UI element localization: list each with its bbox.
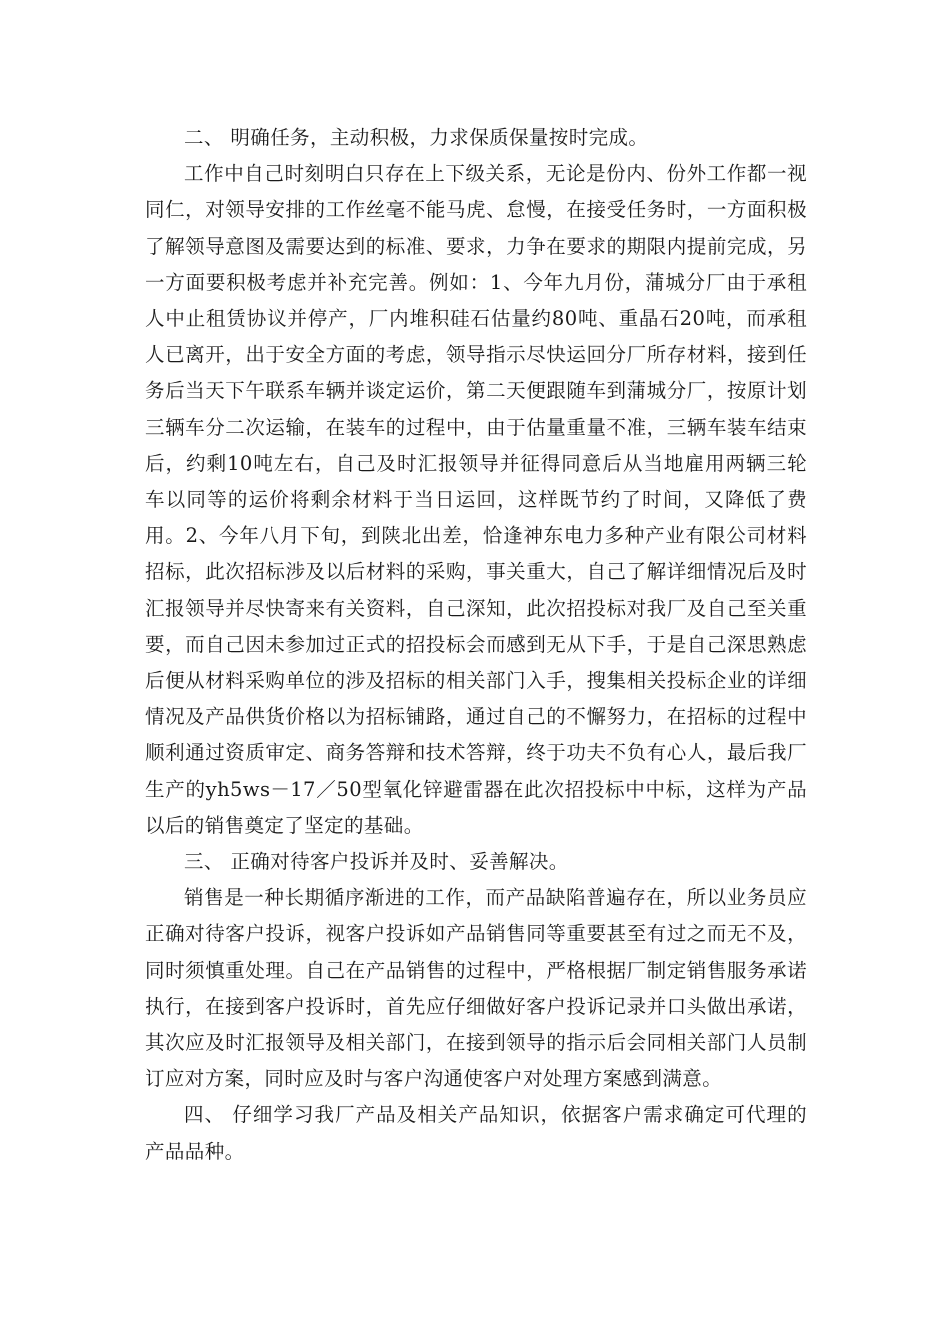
- section-heading-4: 四、 仔细学习我厂产品及相关产品知识，依据客户需求确定可代理的产品品种。: [145, 1103, 807, 1163]
- section-heading-2: 二、 明确任务，主动积极，力求保质保量按时完成。: [184, 126, 649, 149]
- body-paragraph: 工作中自己时刻明白只存在上下级关系，无论是份内、份外工作都一视同仁，对领导安排的工作丝毫不能马虎、怠慢，在接受任务时，一方面积极了解领导意图及需要达到的标准、要求，力争在要求的期限内提前完成，另一方面要积极考虑并补充完善。例如：1、今年九月份，蒲城分厂由于承租人中止租赁协议并停产，厂内堆积硅石估量约80吨、重晶石20吨，而承租人已离开，出于安全方面的考虑，领导指示尽快运回分厂所存材料，接到任务后当天下午联系车辆并谈定运价，第二天便跟随车到蒲城分厂，按原计划三辆车分二次运输，在装车的过程中，由于估量重量不准，三辆车装车结束后，约剩10吨左右，自己及时汇报领导并征得同意后从当地雇用两辆三轮车以同等的运价将剩余材料于当日运回，这样既节约了时间，又降低了费用。2、今年八月下旬，到陕北出差，恰逢神东电力多种产业有限公司材料招标，此次招标涉及以后材料的采购，事关重大，自己了解详细情况后及时汇报领导并尽快寄来有关资料，自己深知，此次招投标对我厂及自己至关重要，而自己因未参加过正式的招投标会而感到无从下手，于是自己深思熟虑后便从材料采购单位的涉及招标的相关部门入手，搜集相关投标企业的详细情况及产品供货价格以为招标铺路，通过自己的不懈努力，在招标的过程中顺利通过资质审定、商务答辩和技术答辩，终于功夫不负有心人，最后我厂生产的yh5ws－17／50型氧化锌避雷器在此次招投标中中标，这样为产品以后的销售奠定了坚定的基础。: [145, 162, 807, 837]
- document-body: [145, 120, 807, 1170]
- section-heading-3: 三、 正确对待客户投诉并及时、妥善解决。: [184, 850, 569, 874]
- body-paragraph: 销售是一种长期循序渐进的工作，而产品缺陷普遍存在，所以业务员应正确对待客户投诉，视客户投诉如产品销售同等重要甚至有过之而无不及，同时须慎重处理。自己在产品销售的过程中，严格根据厂制定销售服务承诺执行，在接到客户投诉时，首先应仔细做好客户投诉记录并口头做出承诺，其次应及时汇报领导及相关部门，在接到领导的指示后会同相关部门人员制订应对方案，同时应及时与客户沟通使客户对处理方案感到满意。: [145, 886, 807, 1091]
